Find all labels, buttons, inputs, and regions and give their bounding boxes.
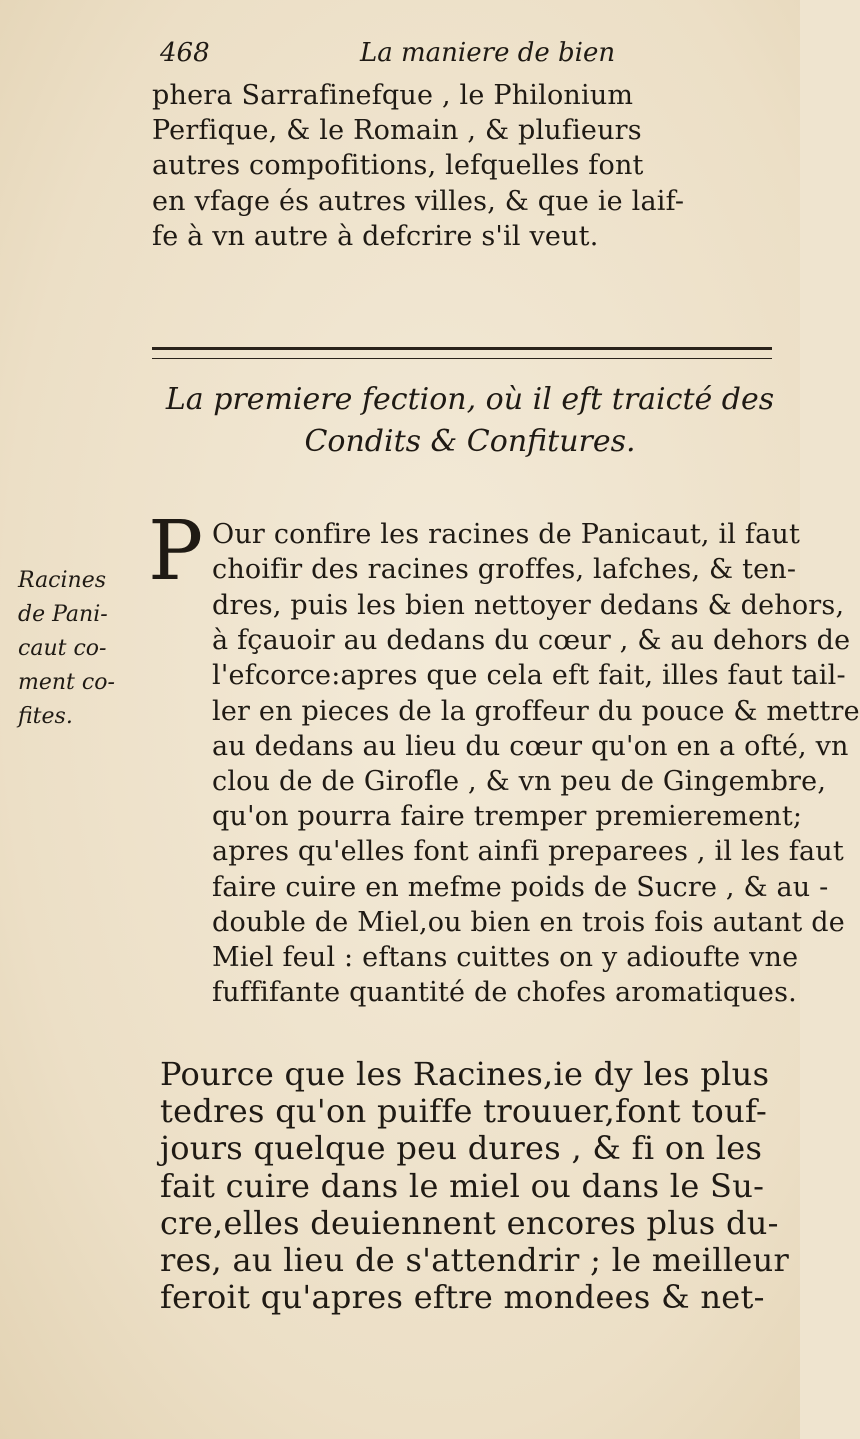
text-line: au dedans au lieu du cœur qu'on en a ofté, vn — [212, 730, 849, 762]
text-line: Pource que les Racines,ie dy les plus — [160, 1055, 770, 1093]
margin-note-line: Racines — [18, 568, 107, 593]
text-line: tedres qu'on puiffe trouuer,font touf- — [160, 1092, 768, 1131]
text-line: fe à vn autre à defcrire s'il veut. — [152, 220, 599, 252]
section-title-line-2: Condits & Confitures. — [304, 424, 636, 459]
running-head: La maniere de bien — [360, 38, 616, 68]
text-line: qu'on pourra faire tremper premierement; — [212, 801, 803, 833]
text-line: fait cuire dans le miel ou dans le Su- — [160, 1166, 765, 1205]
text-line: apres qu'elles font ainfi preparees , il les faut — [212, 836, 844, 868]
section-title-line-1: La premiere fection, où il eft traicté des — [165, 382, 775, 417]
text-line: double de Miel,ou bien en trois fois autant de — [212, 906, 845, 938]
section-divider-rule — [152, 347, 772, 359]
margin-note-line: de Pani- — [18, 602, 108, 627]
text-line: phera Sarrafinefque , le Philonium — [152, 80, 634, 111]
text-line: feroit qu'apres eftre mondees & net- — [160, 1278, 765, 1317]
text-line: Perfique, & le Romain , & plufieurs — [152, 115, 642, 147]
drop-cap: P — [148, 504, 204, 599]
paragraph-1-opening — [212, 517, 801, 587]
text-line: jours quelque peu dures , & fi on les — [160, 1129, 763, 1168]
text-line: ler en pieces de la groffeur du pouce & mettre — [212, 695, 860, 727]
text-line: Our confire les racines de Panicaut, il faut — [212, 519, 801, 550]
margin-note-line: fites. — [18, 704, 73, 729]
text-line: en vfage és autres villes, & que ie laif- — [152, 185, 685, 217]
text-line: fuffifante quantité de chofes aromatiques. — [212, 977, 797, 1009]
text-line: res, au lieu de s'attendrir ; le meilleur — [160, 1240, 790, 1279]
text-line: clou de de Girofle , & vn peu de Gingembre, — [212, 765, 827, 797]
margin-note — [18, 564, 118, 734]
paragraph-2 — [160, 1056, 790, 1316]
text-line: à fçauoir au dedans du cœur , & au dehors de — [212, 625, 851, 657]
text-line: dres, puis les bien nettoyer dedans & dehors, — [212, 590, 845, 621]
margin-note-line: caut co- — [18, 636, 107, 661]
text-line: autres compofitions, lefquelles font — [152, 150, 644, 182]
text-line: cre,elles deuiennent encores plus du- — [160, 1203, 779, 1242]
top-text-block — [152, 78, 792, 254]
page-number: 468 — [160, 38, 210, 68]
text-line: Miel feul : eftans cuittes on y adioufte vne — [212, 941, 799, 973]
text-line: l'efcorce:apres que cela eft fait, illes faut tail- — [212, 660, 846, 692]
margin-note-line: ment co- — [18, 670, 115, 695]
text-line: faire cuire en mefme poids de Sucre , & au - — [212, 871, 829, 903]
page-header — [160, 38, 760, 78]
text-line: choifir des racines groffes, lafches, & ten- — [212, 554, 797, 586]
paragraph-1-body — [212, 588, 860, 1010]
